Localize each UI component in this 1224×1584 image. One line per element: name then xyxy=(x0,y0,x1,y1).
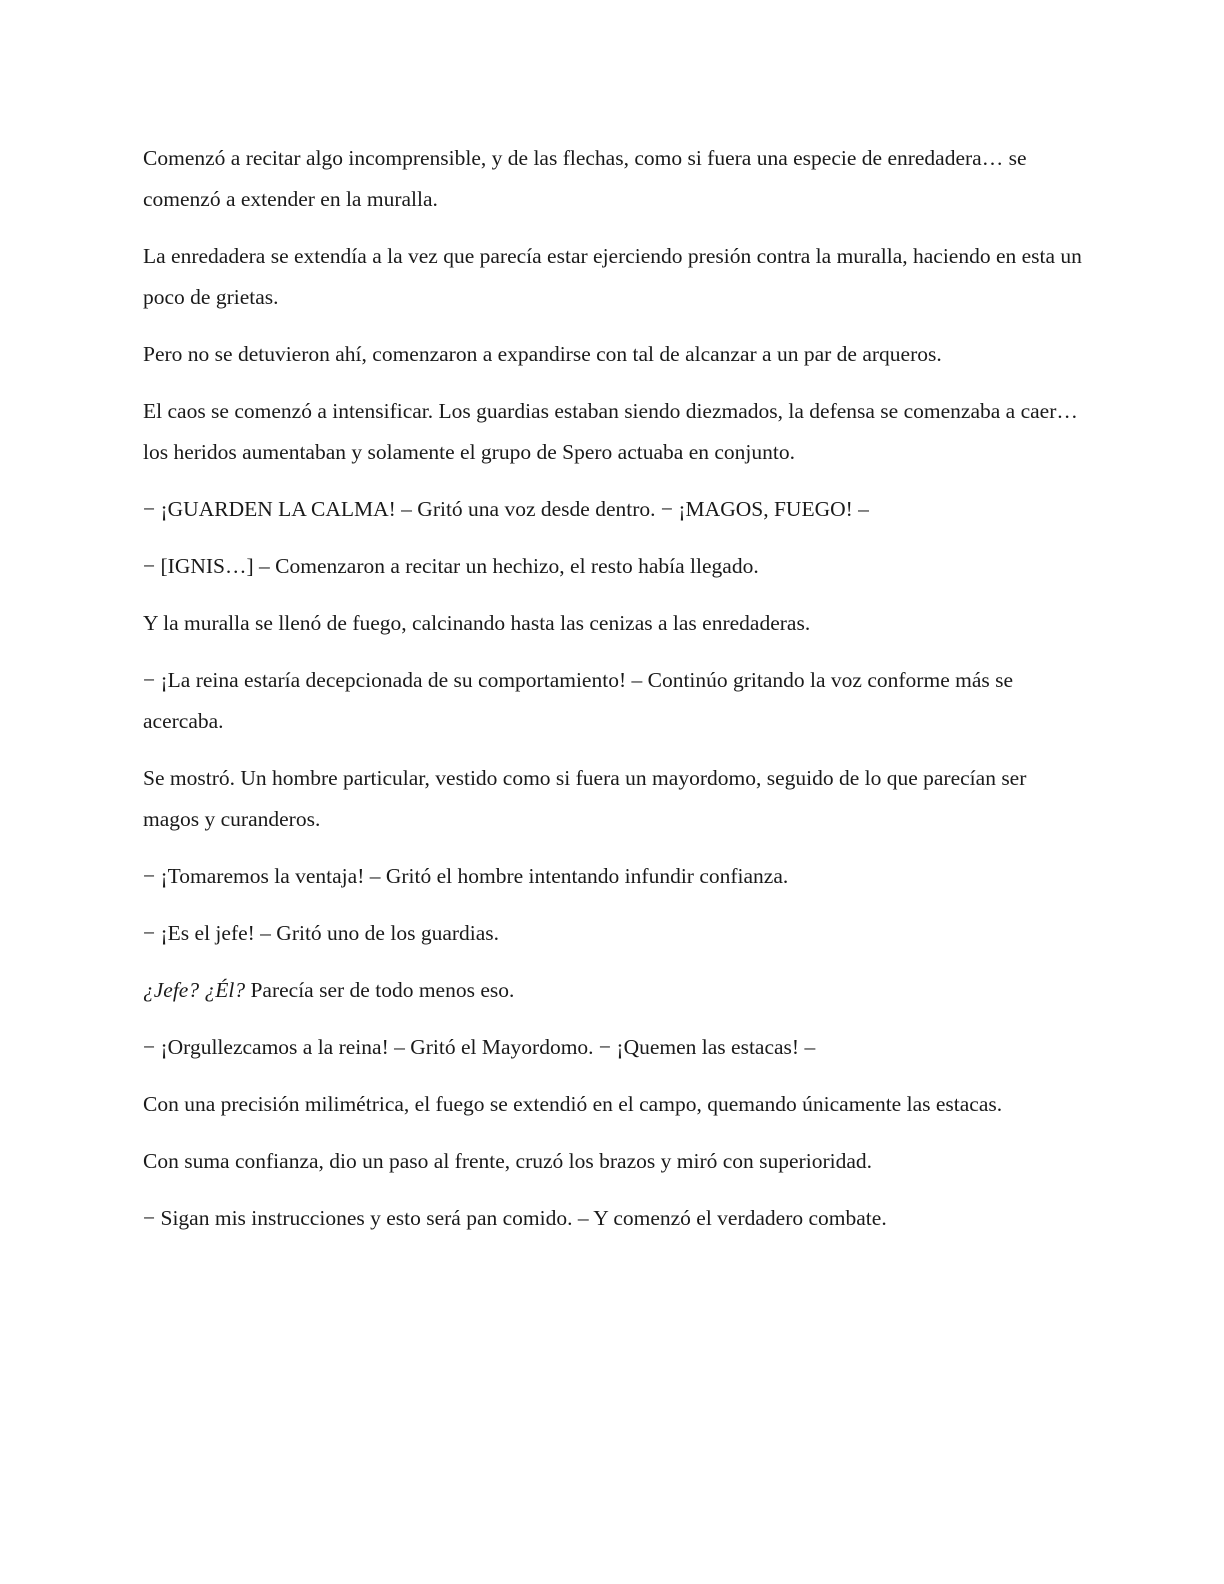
paragraph: Comenzó a recitar algo incomprensible, y de las flechas, como si fuera una especie de enredadera… se comenzó a extender en la muralla. xyxy=(143,146,1027,211)
thought-line xyxy=(143,970,1083,1011)
thought-rest: Parecía ser de todo menos eso. xyxy=(245,978,515,1002)
dialogue-line: − ¡La reina estaría decepcionada de su comportamiento! – Continúo gritando la voz conforme más se acercaba. xyxy=(143,668,1014,733)
italic-thought: ¿Jefe? ¿Él? xyxy=(143,978,246,1002)
paragraph: Pero no se detuvieron ahí, comenzaron a expandirse con tal de alcanzar a un par de arqueros. xyxy=(143,342,942,366)
dialogue-line: − ¡Orgullezcamos a la reina! – Gritó el Mayordomo. − ¡Quemen las estacas! – xyxy=(143,1035,816,1059)
paragraph: Con suma confianza, dio un paso al frente, cruzó los brazos y miró con superioridad. xyxy=(143,1149,872,1173)
paragraph: La enredadera se extendía a la vez que parecía estar ejerciendo presión contra la muralla, haciendo en esta un poco de grietas. xyxy=(143,244,1082,309)
document-page xyxy=(143,138,1083,1255)
paragraph: Y la muralla se llenó de fuego, calcinando hasta las cenizas a las enredaderas. xyxy=(143,611,811,635)
dialogue-line: − ¡Es el jefe! – Gritó uno de los guardias. xyxy=(143,921,500,945)
dialogue-line: − Sigan mis instrucciones y esto será pan comido. – Y comenzó el verdadero combate. xyxy=(143,1206,887,1230)
paragraph: Con una precisión milimétrica, el fuego se extendió en el campo, quemando únicamente las estacas. xyxy=(143,1092,1003,1116)
dialogue-line: − ¡GUARDEN LA CALMA! – Gritó una voz desde dentro. − ¡MAGOS, FUEGO! – xyxy=(143,497,869,521)
paragraph: Se mostró. Un hombre particular, vestido como si fuera un mayordomo, seguido de lo que parecían ser magos y curanderos. xyxy=(143,766,1027,831)
dialogue-line: − ¡Tomaremos la ventaja! – Gritó el hombre intentando infundir confianza. xyxy=(143,864,789,888)
dialogue-line: − [IGNIS…] – Comenzaron a recitar un hechizo, el resto había llegado. xyxy=(143,554,759,578)
paragraph: El caos se comenzó a intensificar. Los guardias estaban siendo diezmados, la defensa se comenzaba a caer… los heridos aumentaban y solamente el grupo de Spero actuaba en conjunto. xyxy=(143,399,1078,464)
